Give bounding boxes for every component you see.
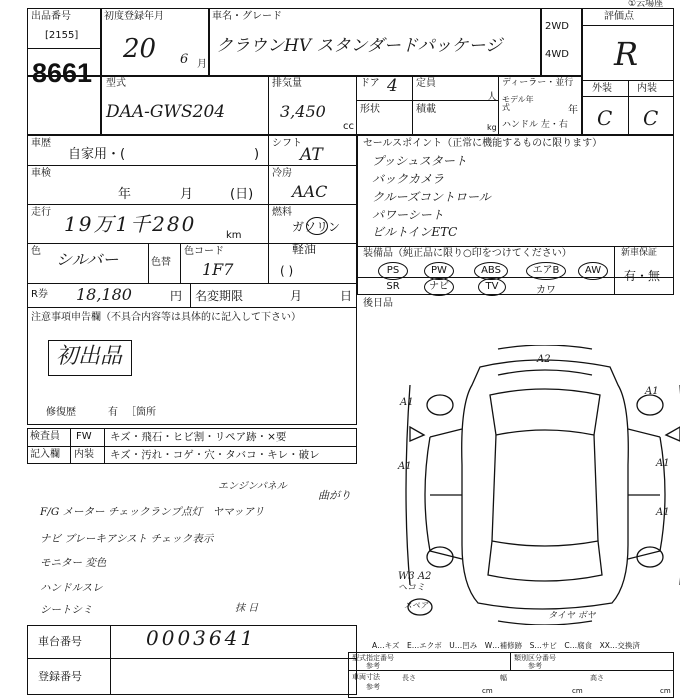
model-year-unit: 年	[568, 105, 578, 116]
registration-label: 登録番号	[38, 670, 82, 683]
inspection-month-unit: 月	[180, 187, 194, 202]
dims-ref-label: 参考	[366, 683, 380, 691]
equip-tv: TV	[478, 278, 506, 296]
history-label: 車歴	[31, 138, 51, 149]
height-unit: cm	[660, 687, 671, 695]
car-diagram	[380, 345, 680, 625]
sales-line-5: ビルトインETC	[372, 225, 458, 239]
color-value: シルバー	[56, 250, 119, 269]
chassis-label: 車台番号	[38, 635, 82, 648]
type-number-label: 型式指定番号	[352, 654, 394, 662]
remark-1: F/G メーター チェックランプ点灯 ヤマッアリ	[40, 506, 265, 518]
displacement-value: 3,450	[280, 102, 326, 121]
entry-label: 記入欄	[30, 449, 60, 460]
first-reg-year: 20	[123, 34, 157, 64]
cc-unit: cc	[343, 121, 354, 132]
car-name-label: 車名・グレード	[212, 11, 282, 22]
equip-abs: ABS	[474, 262, 508, 280]
load-label: 積載	[416, 104, 436, 115]
mark-rear-left: W3 A2	[398, 571, 432, 582]
kg-unit: kg	[487, 123, 497, 132]
person-unit: 人	[487, 92, 497, 103]
mark-rear: タイヤ ボヤ	[548, 611, 596, 621]
drive-4wd: 4WD	[545, 49, 569, 60]
mileage-value: 19万1千280	[64, 212, 197, 236]
notes-value: 初出品	[56, 344, 123, 369]
fuel-paren: ( )	[280, 264, 294, 278]
exterior-label: 外装	[592, 83, 612, 94]
exterior-value: C	[597, 106, 613, 130]
grade-value: R	[614, 35, 639, 73]
mileage-label: 走行	[31, 207, 51, 218]
shift-label: シフト	[272, 138, 302, 149]
door-value: 4	[387, 76, 398, 96]
remark-5: シートシミ	[40, 604, 93, 616]
length-label: 長さ	[402, 674, 416, 682]
mark-front-left: A1	[400, 397, 414, 408]
displacement-label: 排気量	[272, 78, 302, 89]
title-expiry-month: 月	[290, 289, 303, 303]
corner-tag: ①云場座	[628, 0, 664, 9]
interior-check-label: 内装	[74, 449, 94, 460]
repair-value: 有	[108, 407, 118, 418]
model-value: DAA-GWS204	[106, 102, 226, 122]
color-label: 色	[31, 246, 41, 257]
after-items-label: 後日品	[363, 298, 393, 309]
sales-line-3: クルーズコントロール	[372, 190, 491, 204]
fw-label: FW	[76, 431, 92, 442]
drive-2wd: 2WD	[545, 21, 569, 32]
inspector-label: 検査員	[30, 431, 60, 442]
mark-spare: スペア	[404, 601, 428, 610]
km-unit: km	[226, 230, 242, 241]
sales-header: セールスポイント（正常に機能するものに限ります）	[363, 138, 603, 149]
info-frame	[27, 135, 357, 425]
capacity-label: 定員	[416, 78, 436, 89]
interior-value: C	[643, 106, 659, 130]
height-label: 高さ	[590, 674, 604, 682]
mark-front: A2	[537, 354, 551, 365]
lot-sub: [2155]	[45, 30, 79, 41]
equip-aw: AW	[578, 262, 608, 280]
handle-label: ハンドル 左・右	[502, 120, 568, 130]
door-label: ドア	[360, 78, 380, 89]
title-expiry-label: 名変期限	[195, 289, 244, 303]
width-label: 幅	[500, 674, 507, 682]
ac-label: 冷房	[272, 168, 292, 179]
recycle-label: R券	[31, 289, 48, 300]
shape-label: 形状	[360, 104, 380, 115]
equip-leather: カワ	[536, 285, 556, 296]
equip-navi: ナビ	[424, 278, 454, 296]
model-year-label: モデル年式	[502, 95, 534, 112]
category-ref-label: 参考	[528, 662, 542, 670]
equip-airbag: エアB	[526, 262, 566, 280]
remark-4: ハンドルスレ	[40, 582, 103, 594]
mark-front-right: A1	[645, 386, 659, 397]
fuel-gasoline: ガソリン	[292, 220, 341, 234]
remark-5-top: 抹 日	[235, 603, 259, 614]
remark-2: ナビ ブレーキアシスト チェック表示	[40, 533, 214, 545]
chassis-value: 0003641	[146, 626, 257, 650]
inspection-label: 車検	[31, 168, 51, 179]
mark-right-door-1: A1	[656, 458, 670, 469]
fw-items: キズ・飛石・ヒビ割・リペア跡・×要	[110, 431, 287, 443]
fuel-diesel: 軽油	[292, 242, 317, 256]
ac-value: AAC	[292, 182, 328, 201]
color-code-label: 色コード	[184, 246, 224, 257]
first-reg-month-unit: 月	[197, 59, 207, 70]
recycle-yen: 円	[170, 289, 183, 303]
sales-line-2: バックカメラ	[372, 172, 445, 186]
equip-sr: SR	[386, 281, 400, 292]
history-paren: )	[254, 147, 260, 162]
category-number-label: 類別区分番号	[514, 654, 556, 662]
dealer-label: ディーラー・並行	[502, 78, 574, 88]
repair-location-label: ［箇所	[126, 407, 156, 418]
color-change-label: 色替	[151, 257, 171, 268]
remark-1-top: エンジンパネル	[218, 481, 287, 492]
equipment-header: 装備品（純正品に限り○印をつけてください）	[363, 248, 572, 259]
car-name-value: クラウンHV スタンダードパッケージ	[216, 36, 503, 56]
model-label: 型式	[106, 78, 126, 89]
equip-ps: PS	[378, 262, 408, 280]
dims-label: 車両寸法	[352, 673, 380, 681]
title-expiry-day: 日	[340, 289, 353, 303]
repair-label: 修復歴	[46, 407, 76, 418]
new-car-warranty-label: 新車保証	[621, 248, 658, 258]
sales-line-1: プッシュスタート	[372, 154, 467, 168]
length-unit: cm	[482, 687, 493, 695]
first-reg-month: 6	[180, 52, 189, 67]
interior-items: キズ・汚れ・コゲ・穴・タバコ・キレ・破レ	[110, 449, 320, 461]
mark-rear-dent: ヘコミ	[398, 583, 426, 593]
remark-3: モニター 変色	[40, 557, 107, 569]
footer-frame	[348, 652, 674, 698]
remark-1-side: 曲がり	[318, 489, 351, 502]
type-ref-label: 参考	[366, 662, 380, 670]
width-unit: cm	[572, 687, 583, 695]
lot-label: 出品番号	[31, 11, 71, 22]
mark-left-door: A1	[398, 461, 412, 472]
recycle-value: 18,180	[76, 285, 132, 304]
color-code-value: 1F7	[202, 260, 234, 279]
interior-label: 内装	[637, 83, 657, 94]
equip-pw: PW	[424, 262, 454, 280]
fuel-label: 燃料	[272, 207, 292, 218]
notes-header: 注意事項申告欄（不具合内容等は具体的に記入して下さい）	[31, 312, 301, 323]
sales-line-4: パワーシート	[372, 208, 444, 222]
grade-label: 評価点	[604, 11, 634, 22]
damage-legend: A…キズ E…エクボ U…凹み W…補修跡 S…サビ C…腐食 XX…交換済	[372, 641, 640, 650]
mark-right-door-2: A1	[656, 507, 670, 518]
inspection-year-unit: 年	[118, 187, 132, 202]
lot-number: 8661	[32, 58, 93, 88]
shift-value: AT	[300, 145, 323, 165]
first-reg-label: 初度登録年月	[104, 11, 164, 22]
inspection-day-unit: (日)	[230, 187, 254, 202]
warranty-value: 有・無	[624, 269, 661, 283]
history-value: 自家用・(	[68, 147, 126, 162]
